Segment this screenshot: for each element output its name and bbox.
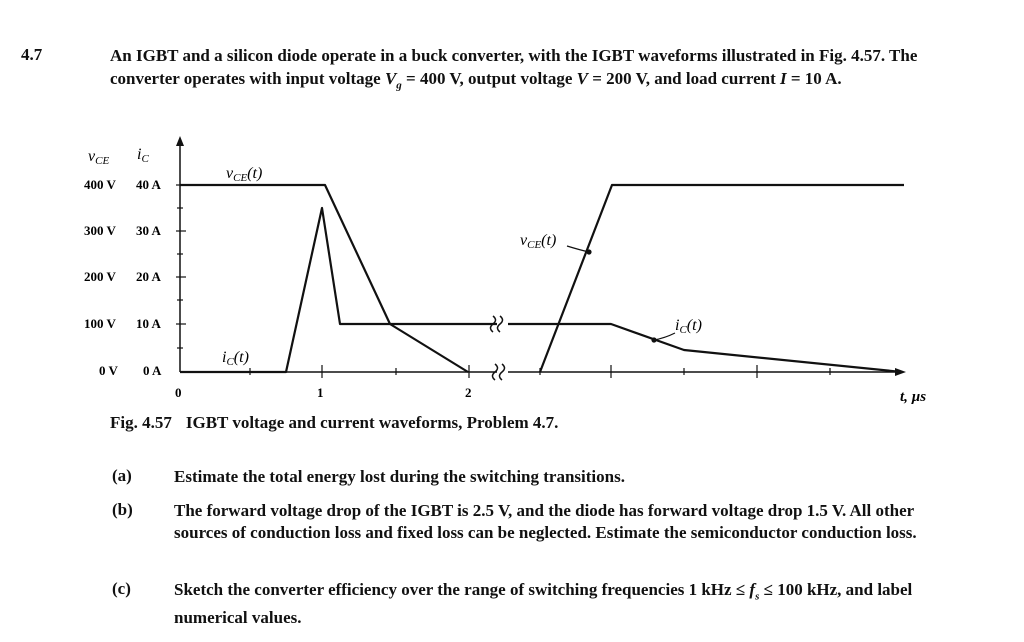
intro-text-1: An IGBT and a silicon diode operate in a buck converter, with the IGBT waveforms illustrated in Fig. 4.57. The converter operates with input voltage bbox=[110, 46, 918, 88]
y-ticks bbox=[176, 185, 186, 348]
axis-header-vce: vCE bbox=[88, 148, 110, 167]
question-b-label: (b) bbox=[112, 500, 133, 519]
y-label-v-400: 400 V bbox=[84, 177, 116, 192]
caption-text: IGBT voltage and current waveforms, Problem 4.7. bbox=[185, 413, 559, 432]
y-label-i-10: 10 A bbox=[136, 316, 161, 331]
problem-statement bbox=[110, 44, 960, 97]
y-label-v-200: 200 V bbox=[84, 269, 116, 284]
label-vce-1: vCE(t) bbox=[226, 165, 263, 184]
waveforms bbox=[180, 185, 904, 372]
x-tick-labels bbox=[175, 385, 472, 400]
label-vce-2: vCE(t) bbox=[520, 232, 557, 251]
axis-header-ic: iC bbox=[137, 146, 149, 165]
leader-vce-2 bbox=[567, 246, 589, 252]
figure-caption bbox=[110, 413, 558, 433]
intro-text-4: = 10 A. bbox=[786, 69, 842, 88]
label-ic-2: iC(t) bbox=[675, 317, 702, 336]
axis-break-lower bbox=[493, 364, 505, 380]
question-a-text: Estimate the total energy lost during the switching transitions. bbox=[174, 467, 625, 486]
y-axis-arrow bbox=[176, 136, 184, 146]
v-symbol: V bbox=[576, 69, 588, 88]
caption-number: Fig. 4.57 bbox=[110, 413, 172, 432]
y-label-i-20: 20 A bbox=[136, 269, 161, 284]
y-axis-labels bbox=[84, 177, 162, 378]
question-c-label: (c) bbox=[112, 579, 131, 598]
ic-turn-on-line bbox=[180, 208, 497, 372]
y-label-i-0: 0 A bbox=[143, 363, 162, 378]
y-label-v-300: 300 V bbox=[84, 223, 116, 238]
x-tick-2: 2 bbox=[465, 385, 472, 400]
label-ic-1: iC(t) bbox=[222, 349, 249, 368]
intro-text-3: = 200 V, and load current bbox=[587, 69, 780, 88]
i-symbol: I bbox=[779, 69, 787, 88]
x-tick-0: 0 bbox=[175, 385, 182, 400]
question-c-text-1: Sketch the converter efficiency over the range of switching frequencies 1 kHz ≤ bbox=[174, 580, 750, 599]
intro-text-2: = 400 V, output voltage bbox=[401, 69, 577, 88]
leader-ic-2-dot bbox=[652, 338, 656, 342]
question-a-label: (a) bbox=[112, 466, 132, 485]
y-label-v-0: 0 V bbox=[99, 363, 118, 378]
x-axis-label: t, µs bbox=[900, 389, 927, 405]
x-tick-1: 1 bbox=[317, 385, 324, 400]
question-c-text bbox=[174, 579, 964, 629]
vg-subscript: g bbox=[396, 79, 402, 92]
vce-turn-off-line bbox=[540, 185, 904, 372]
question-c-text-2: ≤ 100 kHz, and label numerical values. bbox=[174, 580, 913, 628]
vce-turn-on-line bbox=[180, 185, 468, 372]
leader-ic-2 bbox=[654, 333, 675, 340]
y-label-i-30: 30 A bbox=[136, 223, 161, 238]
leader-vce-2-dot bbox=[587, 250, 591, 254]
ic-turn-off-line bbox=[508, 324, 902, 372]
fs-symbol: f bbox=[749, 580, 756, 599]
y-label-i-40: 40 A bbox=[136, 177, 161, 192]
fs-subscript: s bbox=[755, 590, 760, 603]
waveform-figure bbox=[0, 130, 1024, 410]
y-label-v-100: 100 V bbox=[84, 316, 116, 331]
problem-number: 4.7 bbox=[21, 45, 43, 64]
vg-symbol: V bbox=[384, 69, 397, 88]
question-b-text: The forward voltage drop of the IGBT is 2.5 V, and the diode has forward voltage drop 1.5 V. All other sources of conduction loss and fixed loss can be neglected. Estimate the semiconductor conduction loss. bbox=[174, 501, 917, 542]
